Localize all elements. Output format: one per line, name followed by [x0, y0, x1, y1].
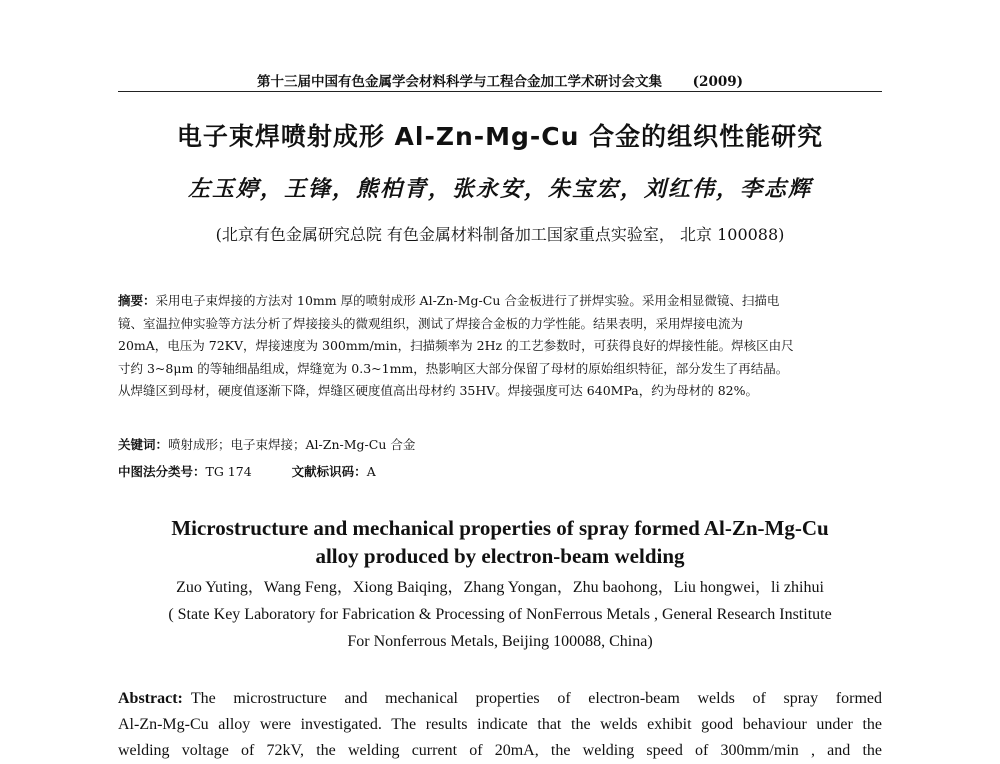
header-rule — [118, 91, 882, 92]
english-title-line-2: alloy produced by electron-beam welding — [315, 544, 685, 568]
english-abstract-label: Abstract: — [118, 690, 183, 707]
chinese-affiliation: (北京有色金属研究总院 有色金属材料制备加工国家重点实验室， 北京 100088) — [215, 225, 785, 244]
english-affiliation — [60, 601, 940, 655]
english-affiliation-line-1: ( State Key Laboratory for Fabrication & Processing of NonFerrous Metals , General Research Institute — [168, 606, 832, 623]
chinese-abstract-line: 寸约 3~8μm 的等轴细晶组成，焊缝宽为 0.3~1mm，热影响区大部分保留了母材的原始组织特征，部分发生了再结晶。 — [118, 360, 789, 376]
chinese-abstract-line: 从焊缝区到母材，硬度值逐渐下降，焊缝区硬度值高出母材约 35HV。焊接强度可达 640MPa，约为母材的 82%。 — [118, 383, 758, 398]
english-affiliation-line-2: For Nonferrous Metals, Beijing 100088, China) — [347, 633, 653, 650]
classification-line — [118, 462, 882, 480]
english-abstract-line: Abstract: The microstructure and mechanical properties of electron-beam welds of spray formed — [118, 690, 882, 707]
running-header — [118, 70, 882, 90]
chinese-abstract-label: 摘要： — [118, 293, 156, 308]
chinese-keywords — [118, 435, 882, 453]
class-value: TG 174 — [205, 464, 252, 479]
chinese-title: 电子束焊喷射成形 Al-Zn-Mg-Cu 合金的组织性能研究 — [176, 122, 824, 151]
doc-code-value: A — [366, 464, 376, 479]
keywords-value: 喷射成形；电子束焊接；Al-Zn-Mg-Cu 合金 — [168, 437, 416, 452]
english-abstract-line: Al-Zn-Mg-Cu alloy were investigated. The results indicate that the welds exhibit good behaviour under the — [118, 716, 882, 733]
english-authors: Zuo Yuting，Wang Feng，Xiong Baiqing，Zhang Yongan，Zhu baohong，Liu hongwei，li zhihui — [176, 579, 824, 596]
running-title: 第十三届中国有色金属学会材料科学与工程合金加工学术研讨会文集 — [256, 74, 662, 90]
class-label: 中图法分类号： — [118, 464, 206, 479]
english-title-line-1: Microstructure and mechanical properties of spray formed Al-Zn-Mg-Cu — [171, 516, 829, 540]
chinese-abstract-line: 镜、室温拉伸实验等方法分析了焊接接头的微观组织，测试了焊接合金板的力学性能。结果表明，采用焊接电流为 — [118, 315, 744, 331]
english-abstract-line: welding voltage of 72kV, the welding current of 20mA, the welding speed of 300mm/min , and the — [118, 742, 882, 759]
chinese-abstract-line: 摘要：采用电子束焊接的方法对 10mm 厚的喷射成形 Al-Zn-Mg-Cu 合金板进行了拼焊实验。采用金相显微镜、扫描电 — [118, 293, 780, 308]
doc-code-label: 文献标识码： — [291, 464, 367, 479]
english-abstract — [118, 686, 882, 764]
keywords-label: 关键词： — [118, 437, 169, 452]
english-title — [80, 514, 920, 570]
running-year: (2009) — [692, 74, 744, 90]
chinese-authors: 左玉婷，王锋，熊柏青，张永安，朱宝宏，刘红伟，李志辉 — [187, 176, 812, 202]
chinese-abstract-line: 20mA，电压为 72KV，焊接速度为 300mm/min，扫描频率为 2Hz 的工艺参数时，可获得良好的焊接性能。焊核区由尺 — [118, 338, 794, 353]
chinese-abstract — [118, 290, 882, 403]
